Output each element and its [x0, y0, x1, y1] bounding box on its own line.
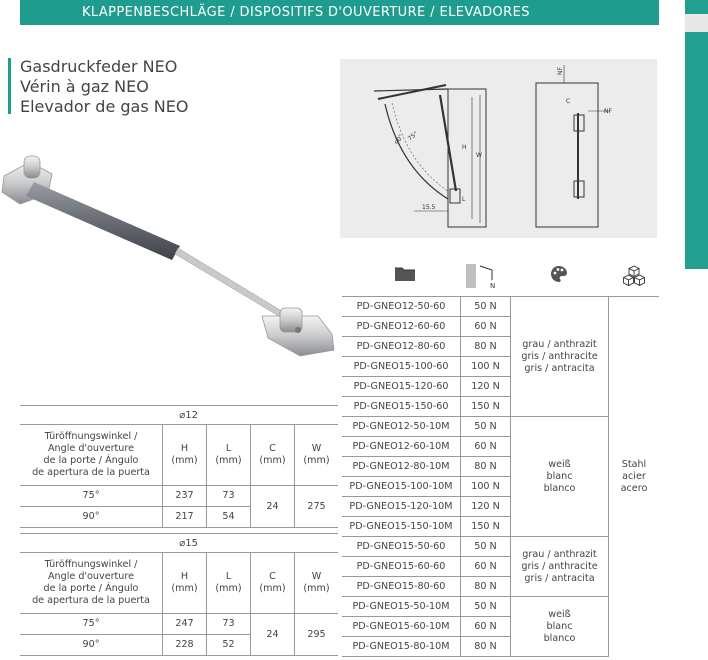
product-code: PD-GNEO12-50-60 [342, 297, 461, 317]
label-line: de apertura de la puerta [32, 467, 150, 478]
material-es: acero [620, 482, 648, 494]
w-value: 295 [295, 614, 339, 656]
product-force: 60 N [461, 437, 511, 457]
dim-15-label: 15.5 [422, 204, 436, 211]
product-code: PD-GNEO15-120-10M [342, 497, 461, 517]
product-code: PD-GNEO15-100-10M [342, 477, 461, 497]
h-value: 217 [163, 507, 207, 528]
technical-drawing [340, 59, 657, 238]
product-force: 80 N [461, 637, 511, 657]
h-value: 247 [163, 614, 207, 635]
product-force: 60 N [461, 317, 511, 337]
product-title-de: Gasdruckfeder NEO [20, 57, 178, 76]
dim-h-label: H [462, 144, 467, 151]
color-cell-white-2 [511, 597, 609, 657]
dim-nf-label-1: NF [557, 67, 564, 75]
product-force: 100 N [461, 477, 511, 497]
angle-75-label: 75° [406, 130, 420, 143]
angle-header [20, 553, 163, 614]
product-force: 60 N [461, 617, 511, 637]
angle-value: 75° [20, 486, 163, 507]
h-header [163, 425, 207, 486]
color-es: blanco [543, 632, 576, 644]
product-code: PD-GNEO15-50-60 [342, 537, 461, 557]
product-force: 80 N [461, 337, 511, 357]
w-letter: W [311, 443, 322, 454]
product-code: PD-GNEO15-100-60 [342, 357, 461, 377]
w-header [295, 553, 339, 614]
product-code: PD-GNEO15-60-10M [342, 617, 461, 637]
angle-value: 90° [20, 635, 163, 656]
product-force: 50 N [461, 417, 511, 437]
side-tab[interactable] [685, 0, 708, 269]
w-header [295, 425, 339, 486]
label-line: de apertura de la puerta [32, 595, 150, 606]
color-fr: blanc [546, 620, 573, 632]
l-value: 73 [207, 614, 251, 635]
l-header [207, 425, 251, 486]
color-fr: gris / anthracite [521, 350, 598, 362]
title-accent-bar [8, 58, 11, 114]
l-value: 73 [207, 486, 251, 507]
product-force: 120 N [461, 497, 511, 517]
force-bar-icon [466, 264, 476, 288]
table-row [20, 534, 338, 553]
table-row [20, 406, 338, 425]
w-letter: W [311, 571, 322, 582]
product-force: 60 N [461, 557, 511, 577]
product-force: 50 N [461, 597, 511, 617]
force-unit-label: N [490, 282, 496, 290]
l-letter: L [225, 571, 232, 582]
product-force: 50 N [461, 297, 511, 317]
c-unit: (mm) [259, 583, 286, 594]
product-code: PD-GNEO12-60-10M [342, 437, 461, 457]
color-de: grau / anthrazit [522, 548, 597, 560]
dim-w-label: W [476, 152, 482, 159]
product-code: PD-GNEO15-60-60 [342, 557, 461, 577]
product-force: 100 N [461, 357, 511, 377]
table-row [20, 486, 338, 507]
table-row [20, 553, 338, 614]
dimension-table-15 [20, 533, 338, 656]
l-unit: (mm) [215, 455, 242, 466]
product-force: 150 N [461, 517, 511, 537]
dim-l-label: L [462, 196, 466, 203]
product-force: 80 N [461, 457, 511, 477]
h-value: 228 [163, 635, 207, 656]
l-value: 52 [207, 635, 251, 656]
w-unit: (mm) [303, 583, 330, 594]
dim-c-label: C [566, 98, 571, 105]
section-header [20, 0, 659, 25]
palette-icon [549, 264, 569, 284]
product-code: PD-GNEO15-150-60 [342, 397, 461, 417]
color-fr: gris / anthracite [521, 560, 598, 572]
color-cell-grey [511, 297, 609, 417]
angle-90-label: 90° [393, 133, 406, 146]
product-code: PD-GNEO12-50-10M [342, 417, 461, 437]
l-value: 54 [207, 507, 251, 528]
w-value: 275 [295, 486, 339, 528]
table-row [20, 614, 338, 635]
diameter-label: ⌀15 [20, 534, 338, 553]
c-letter: C [269, 571, 276, 582]
product-code: PD-GNEO12-60-60 [342, 317, 461, 337]
h-value: 237 [163, 486, 207, 507]
c-header [251, 553, 295, 614]
section-header-title: KLAPPENBESCHLÄGE / DISPOSITIFS D'OUVERTURE / ELEVADORES [82, 5, 530, 20]
h-unit: (mm) [171, 455, 198, 466]
table-row [342, 297, 659, 317]
angle-value: 75° [20, 614, 163, 635]
material-cell [609, 297, 660, 657]
color-de: weiß [548, 458, 571, 470]
product-code: PD-GNEO12-80-60 [342, 337, 461, 357]
color-cell-grey-2 [511, 537, 609, 597]
dim-nf-label-2: NF [604, 108, 612, 115]
product-force: 120 N [461, 377, 511, 397]
c-letter: C [269, 443, 276, 454]
label-line: Türöffnungswinkel / [44, 559, 138, 570]
product-force: 80 N [461, 577, 511, 597]
color-es: blanco [543, 482, 576, 494]
angle-value: 90° [20, 507, 163, 528]
product-title [20, 57, 188, 117]
product-table [342, 296, 659, 657]
product-code: PD-GNEO12-80-10M [342, 457, 461, 477]
diameter-label: ⌀12 [20, 406, 338, 425]
h-unit: (mm) [171, 583, 198, 594]
angle-header [20, 425, 163, 486]
product-code: PD-GNEO15-80-60 [342, 577, 461, 597]
side-tab-notch [685, 14, 708, 32]
folder-icon [394, 264, 416, 282]
color-de: weiß [548, 608, 571, 620]
material-cubes-icon [623, 264, 645, 286]
label-line: Angle d'ouverture [47, 571, 135, 582]
h-letter: H [180, 443, 189, 454]
h-letter: H [180, 571, 189, 582]
color-es: gris / antracita [524, 572, 595, 584]
product-title-fr: Vérin à gaz NEO [20, 77, 149, 96]
product-table-header [342, 258, 658, 296]
label-line: de la porte / Ángulo [43, 583, 139, 594]
h-header [163, 553, 207, 614]
c-value: 24 [251, 486, 295, 528]
material-de: Stahl [621, 458, 647, 470]
l-letter: L [225, 443, 232, 454]
dimension-table-12 [20, 405, 338, 528]
c-unit: (mm) [259, 455, 286, 466]
product-code: PD-GNEO15-50-10M [342, 597, 461, 617]
l-unit: (mm) [215, 583, 242, 594]
c-header [251, 425, 295, 486]
label-line: Türöffnungswinkel / [44, 431, 138, 442]
l-header [207, 553, 251, 614]
product-code: PD-GNEO15-80-10M [342, 637, 461, 657]
color-fr: blanc [546, 470, 573, 482]
color-cell-white [511, 417, 609, 537]
material-fr: acier [622, 470, 646, 482]
table-row [20, 425, 338, 486]
product-code: PD-GNEO15-150-10M [342, 517, 461, 537]
color-de: grau / anthrazit [522, 338, 597, 350]
w-unit: (mm) [303, 455, 330, 466]
gas-spring-image [0, 148, 345, 368]
color-es: gris / antracita [524, 362, 595, 374]
label-line: Angle d'ouverture [47, 443, 135, 454]
label-line: de la porte / Ángulo [43, 455, 139, 466]
product-code: PD-GNEO15-120-60 [342, 377, 461, 397]
product-force: 150 N [461, 397, 511, 417]
product-force: 50 N [461, 537, 511, 557]
product-title-es: Elevador de gas NEO [20, 97, 189, 116]
c-value: 24 [251, 614, 295, 656]
